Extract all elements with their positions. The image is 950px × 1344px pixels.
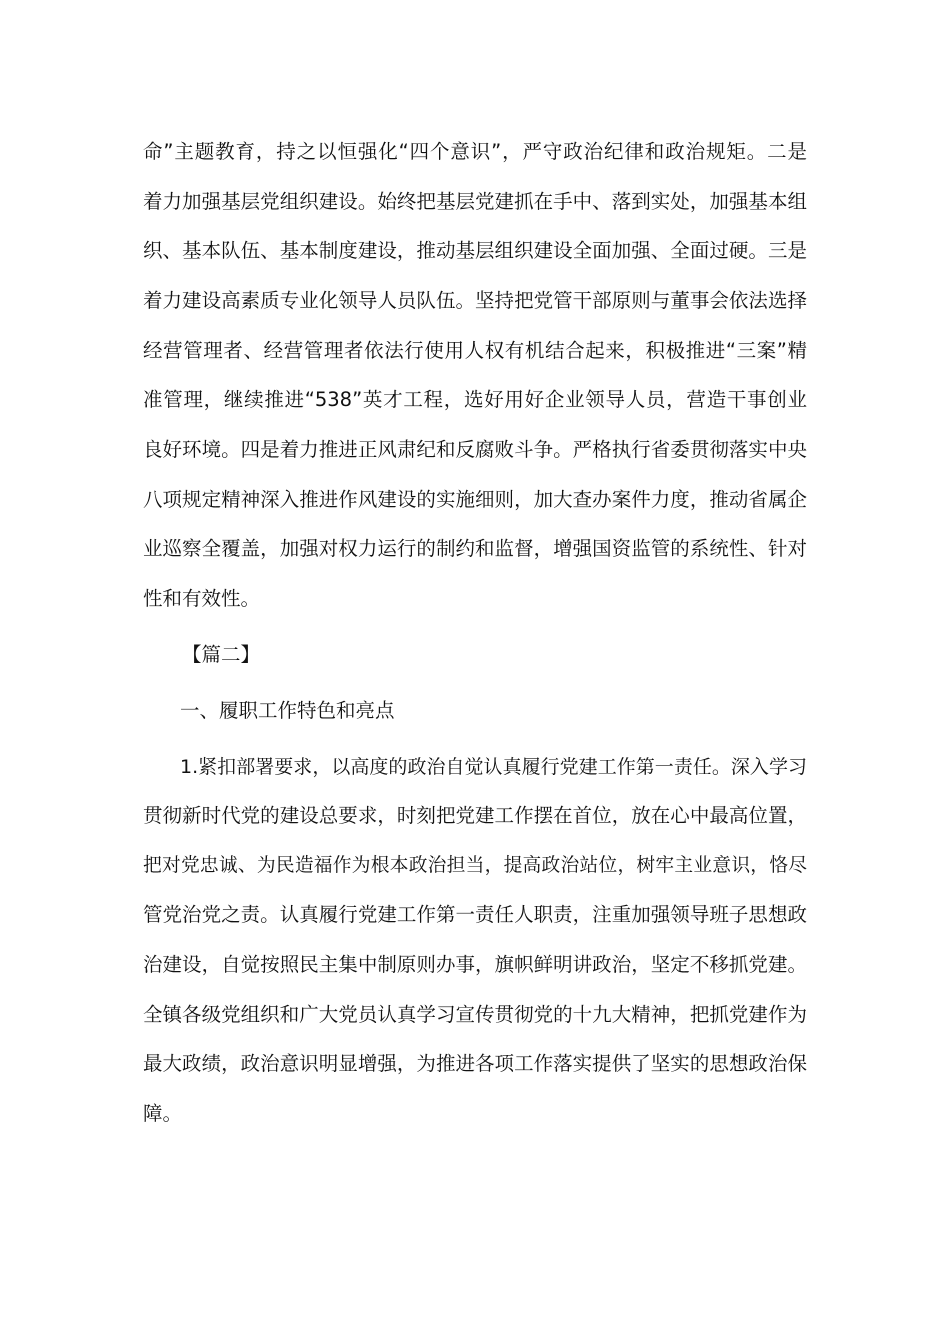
paragraph-2-line: 最大政绩，政治意识明显增强，为推进各项工作落实提供了坚实的思想政治保 bbox=[143, 1052, 807, 1075]
paragraph-2-line: 1.紧扣部署要求，以高度的政治自觉认真履行党建工作第一责任。深入学习 bbox=[180, 756, 807, 778]
paragraph-2-line: 管党治党之责。认真履行党建工作第一责任人职责，注重加强领导班子思想政 bbox=[143, 903, 807, 926]
paragraph-1-line: 准管理，继续推进“538”英才工程，选好用好企业领导人员，营造干事创业 bbox=[143, 388, 807, 411]
paragraph-2-line: 贯彻新时代党的建设总要求，时刻把党建工作摆在首位，放在心中最高位置， bbox=[143, 804, 807, 827]
paragraph-1-line: 命”主题教育，持之以恒强化“四个意识”，严守政治纪律和政治规矩。二是 bbox=[143, 140, 807, 163]
paragraph-2-line: 治建设，自觉按照民主集中制原则办事，旗帜鲜明讲政治，坚定不移抓党建。 bbox=[143, 953, 807, 976]
paragraph-1-line: 着力建设高素质专业化领导人员队伍。坚持把党管干部原则与董事会依法选择 bbox=[143, 289, 807, 312]
paragraph-1-line: 八项规定精神深入推进作风建设的实施细则，加大查办案件力度，推动省属企 bbox=[143, 488, 807, 511]
paragraph-1-line: 织、基本队伍、基本制度建设，推动基层组织建设全面加强、全面过硬。三是 bbox=[143, 239, 807, 262]
section-heading: 一、履职工作特色和亮点 bbox=[180, 699, 395, 722]
paragraph-2-line: 障。 bbox=[143, 1102, 183, 1125]
paragraph-2-line: 全镇各级党组织和广大党员认真学习宣传贯彻党的十九大精神，把抓党建作为 bbox=[143, 1003, 807, 1026]
paragraph-1-line: 良好环境。四是着力推进正风肃纪和反腐败斗争。严格执行省委贯彻落实中央 bbox=[143, 438, 807, 461]
paragraph-2-line: 把对党忠诚、为民造福作为根本政治担当，提高政治站位，树牢主业意识，恪尽 bbox=[143, 855, 807, 876]
paragraph-1-line: 着力加强基层党组织建设。始终把基层党建抓在手中、落到实处，加强基本组 bbox=[143, 190, 807, 213]
paragraph-1-line: 业巡察全覆盖，加强对权力运行的制约和监督，增强国资监管的系统性、针对 bbox=[143, 537, 807, 560]
paragraph-1-line: 经营管理者、经营管理者依法行使用人权有机结合起来，积极推进“三案”精 bbox=[143, 339, 807, 362]
paragraph-1-line: 性和有效性。 bbox=[143, 587, 261, 610]
section-marker: 【篇二】 bbox=[182, 643, 261, 666]
